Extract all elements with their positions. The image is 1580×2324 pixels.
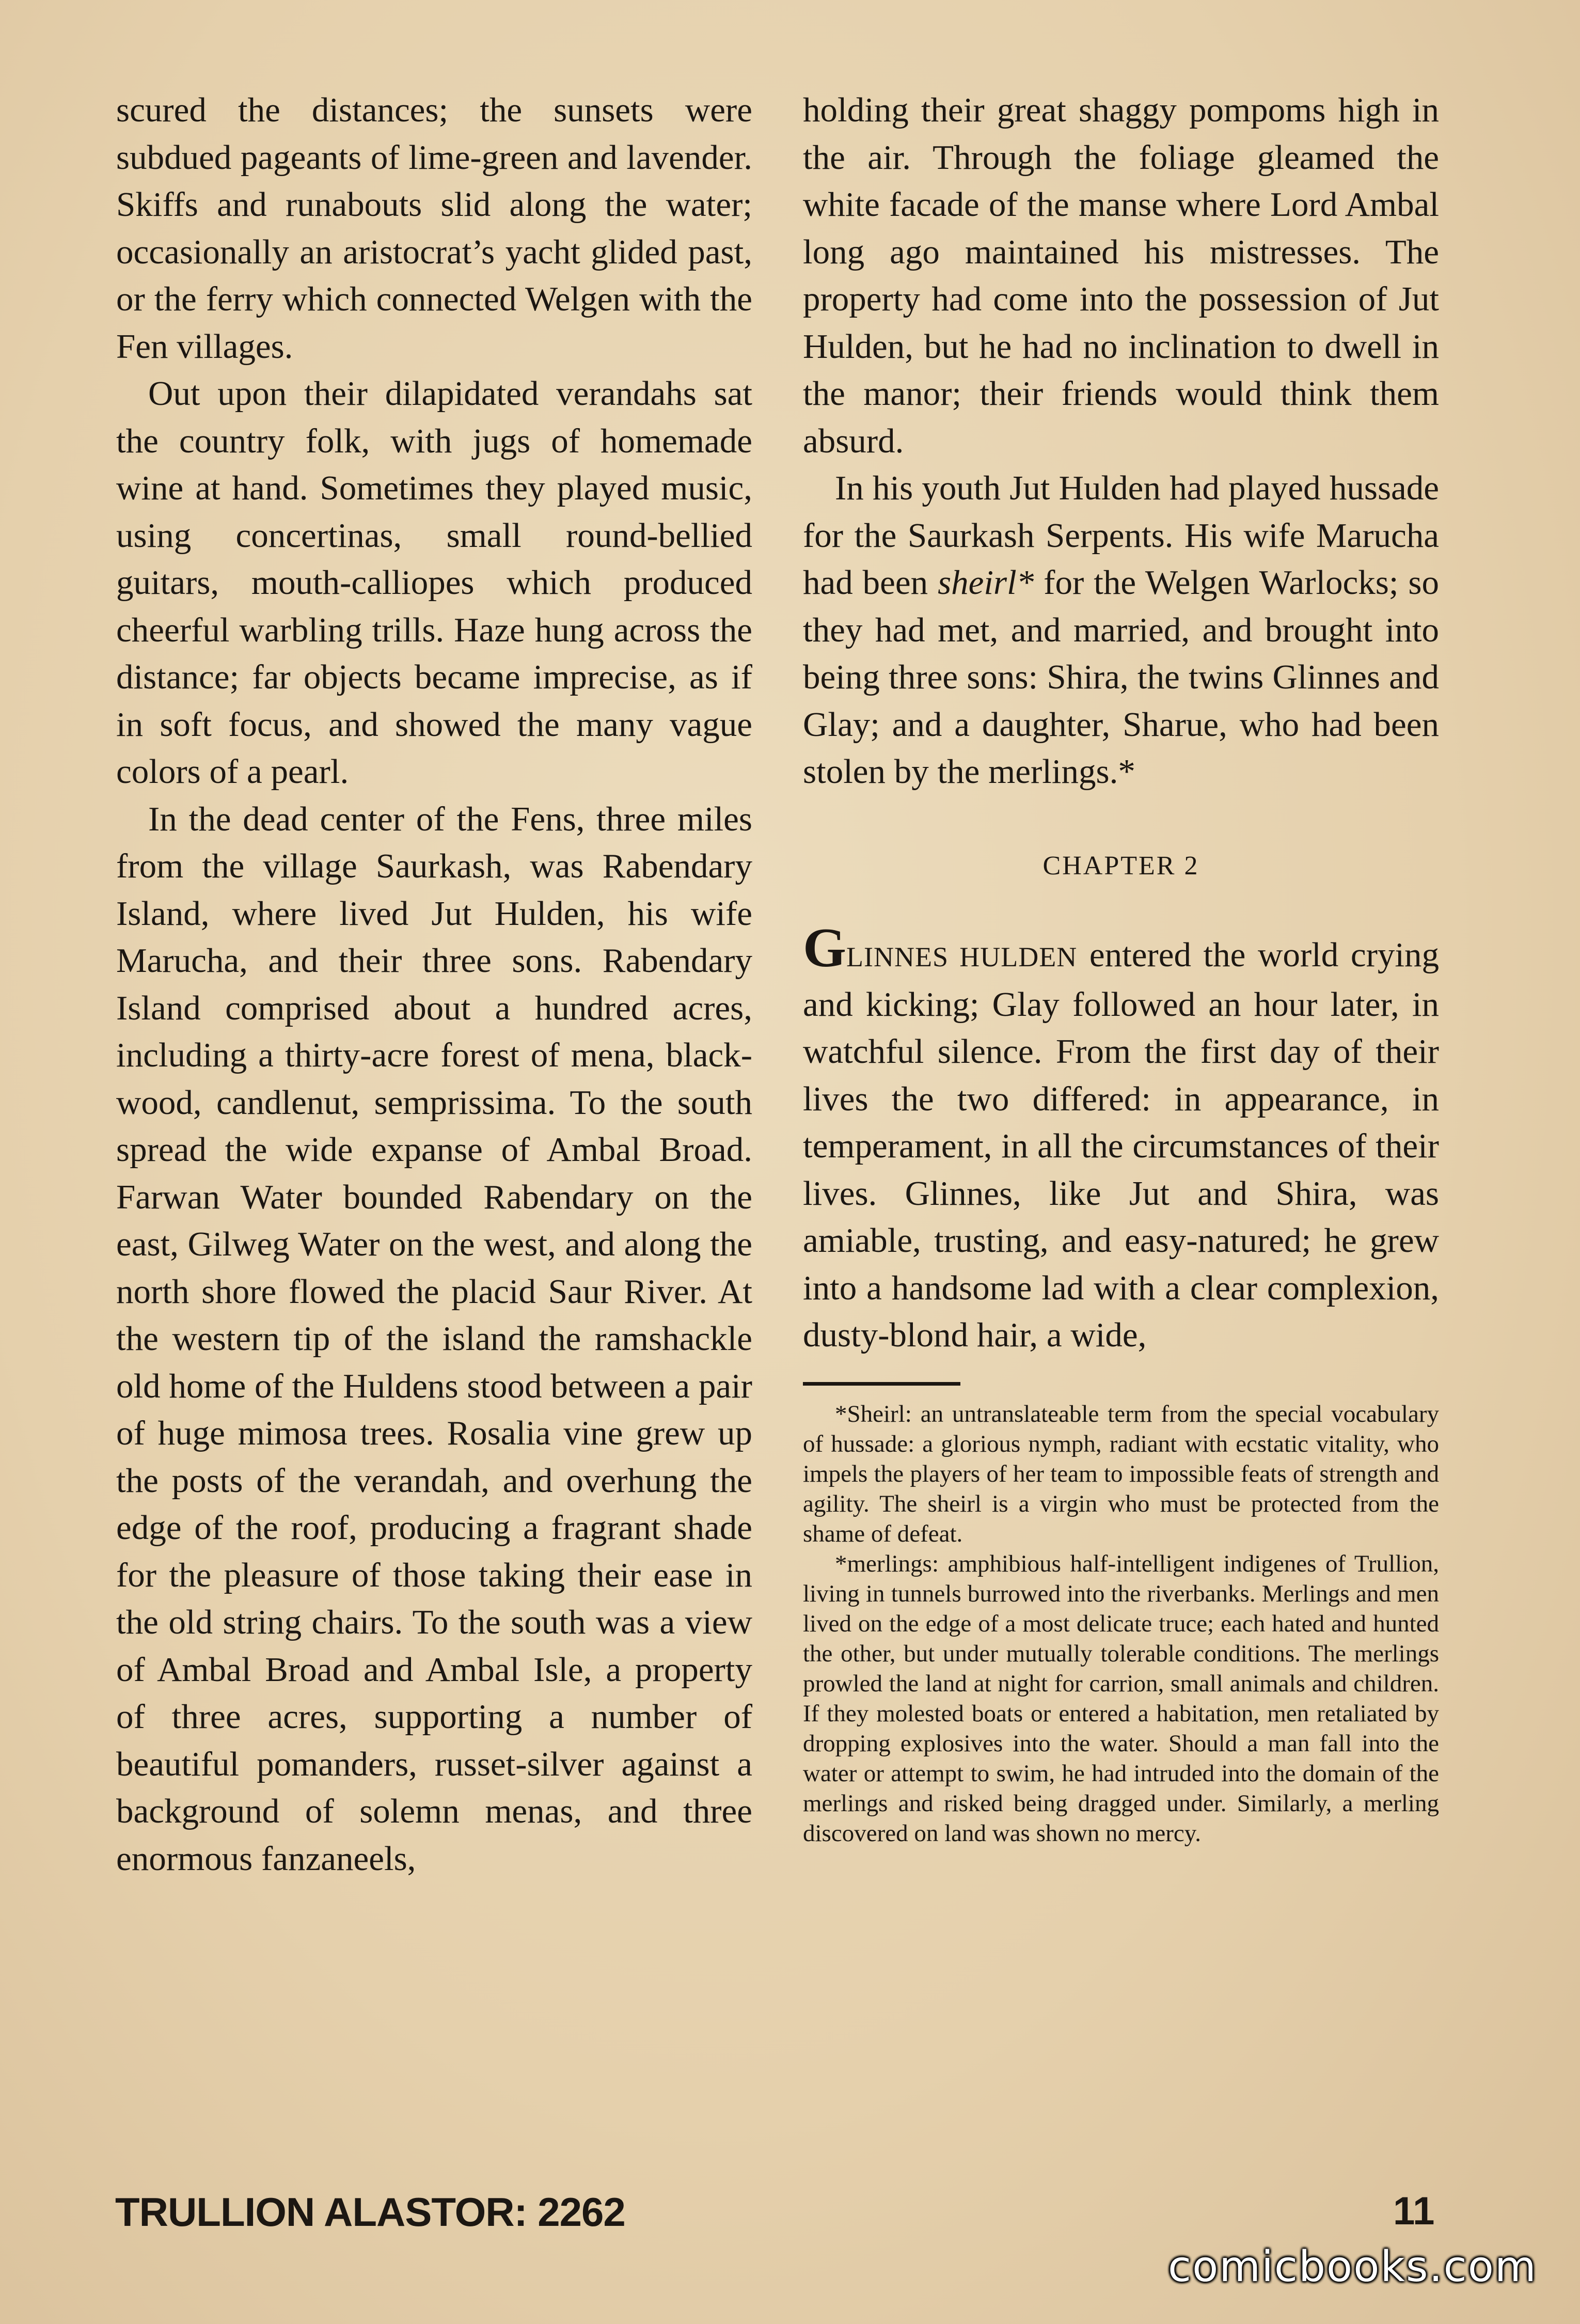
chapter-heading: CHAPTER 2: [1042, 851, 1199, 881]
paragraph-text: for the Welgen Warlocks; so they had met, and married, and brought into being three sons: Shira, the twins Glinnes and Glay; and a daughter, Sharue, who had been stolen by the merlings.*: [803, 563, 1439, 791]
left-column: [116, 87, 752, 1882]
footnote-rule: [803, 1382, 960, 1386]
paragraph-text: In his youth Jut Hulden had played hussade for the Saurkash Serpents. His wife Marucha had been: [803, 469, 1439, 602]
body-paragraph: [803, 465, 1439, 796]
body-paragraph: holding their great shaggy pompoms high in the air. Through the foliage gleamed the white facade of the manse where Lord Ambal long ago maintained his mistresses. The property had come into the possession of Jut Hulden, but he had no inclination to dwell in the manor; their friends would think them absurd.: [803, 91, 1439, 460]
chapter-opening-paragraph: [803, 917, 1439, 1359]
small-caps-name: LINNES HULDEN: [846, 941, 1078, 972]
footnote-merlings: *merlings: amphibious half-intelligent indigenes of Trullion, living in tunnels burrowed into the riverbanks. Merlings and men lived on the edge of a most delicate truce; each hated and hunted the other, but under mutually tolerable conditions. The merlings prowled the land at night for carrion, small animals and children. If they molested boats or entered a habitation, men retaliated by dropping explosives into the water. Should a man fall into the water or attempt to swim, he had intruded into the domain of the merlings and risked being dragged under. Similarly, a merling discovered on land was shown no mercy.: [803, 1550, 1439, 1847]
running-footer-title: TRULLION ALASTOR: 2262: [115, 2189, 625, 2235]
italic-term: sheirl*: [938, 563, 1034, 602]
drop-cap: G: [803, 917, 847, 979]
body-paragraph: In the dead center of the Fens, three miles from the village Saurkash, was Rabendary Island, where lived Jut Hulden, his wife Marucha, and their three sons. Rabendary Island comprised about a hundred acres, including a thirty-acre forest of mena, blackwood, candlenut, semprissima. To the south spread the wide expanse of Ambal Broad. Farwan Water bounded Rabendary on the east, Gilweg Water on the west, and along the north shore flowed the placid Saur River. At the western tip of the island the ramshackle old home of the Huldens stood between a pair of huge mimosa trees. Rosalia vine grew up the posts of the verandah, and overhung the edge of the roof, producing a fragrant shade for the pleasure of those taking their ease in the old string chairs. To the south was a view of Ambal Broad and Ambal Isle, a property of three acres, supporting a number of beautiful pomanders, russet-silver against a background of solemn menas, and three enormous fanzaneels,: [116, 799, 752, 1878]
footnote-sheirl: *Sheirl: an untranslateable term from the special vocabulary of hussade: a glorious nymph, radiant with ecstatic vitality, who impels the players of her team to impossible feats of strength and agility. The sheirl is a virgin who must be protected from the shame of defeat.: [803, 1400, 1439, 1547]
body-paragraph: Out upon their dilapidated verandahs sat the country folk, with jugs of homemade wine at hand. Sometimes they played music, using concertinas, small round-bellied guitars, mouth-calliopes which produced cheerful warbling trills. Haze hung across the distance; far objects became imprecise, as if in soft focus, and showed the many vague colors of a pearl.: [116, 374, 752, 791]
paragraph-text: entered the world crying and kicking; Glay followed an hour later, in watchful silence. From the first day of their lives the two differed: in appearance, in temperament, in all the circumstances of their lives. Glinnes, like Jut and Shira, was amiable, trusting, and easy-natured; he grew into a handsome lad with a clear complexion, dusty-blond hair, a wide,: [803, 936, 1439, 1354]
right-column: [803, 87, 1439, 1848]
body-paragraph: scured the distances; the sunsets were subdued pageants of lime-green and lavender. Skiffs and runabouts slid along the water; occasionally an aristocrat’s yacht glided past, or the ferry which connected Welgen with the Fen villages.: [116, 91, 752, 366]
watermark-logo: comicbooks.com: [1168, 2242, 1537, 2291]
page-number: 11: [1393, 2189, 1435, 2233]
